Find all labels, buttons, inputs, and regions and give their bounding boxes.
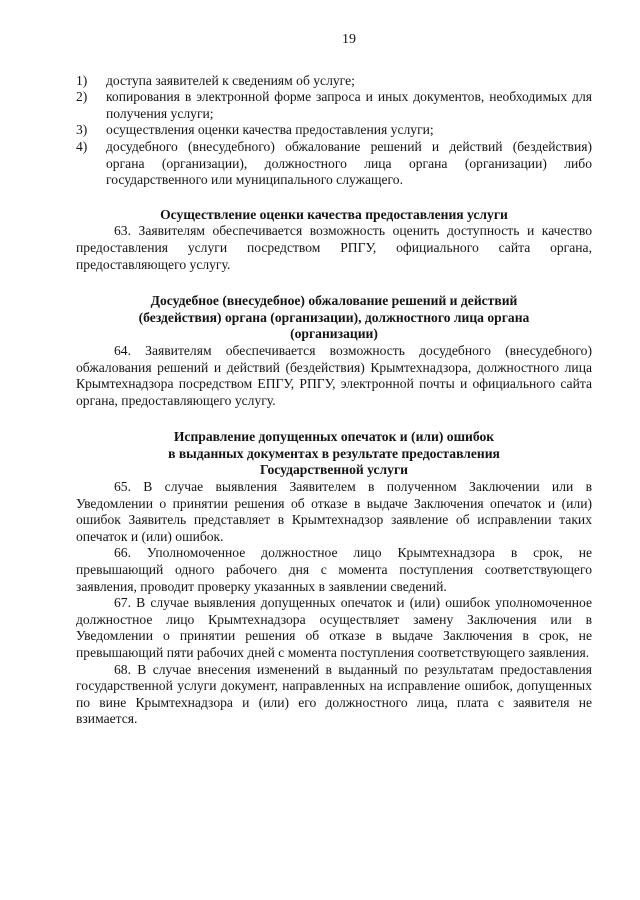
heading-line: Государственной услуги — [260, 462, 408, 478]
section-heading — [76, 207, 592, 224]
heading-line: Осуществление оценки качества предоставления услуги — [160, 206, 508, 222]
heading-line: (бездействия) органа (организации), должностного лица органа — [138, 309, 530, 325]
list-item — [76, 122, 592, 139]
list-item-text: копирования в электронной форме запроса и иных документов, необходимых для получения услуги; — [106, 89, 592, 121]
paragraph: 66. Уполномоченное должностное лицо Крымтехнадзора в срок, не превышающий одного рабочего дня с момента поступления соответствующего заявления, проводит проверку указанных в заявлении сведений. — [76, 545, 592, 594]
list-item — [76, 89, 592, 122]
section-pretrial-appeal — [76, 293, 592, 409]
heading-line: Исправление допущенных опечаток и (или) ошибок — [173, 429, 495, 445]
list-item — [76, 139, 592, 189]
access-list — [76, 73, 592, 189]
list-item-number: 2) — [76, 89, 88, 105]
list-item-number: 1) — [76, 72, 88, 88]
list-item-number: 4) — [76, 138, 88, 154]
paragraph: 63. Заявителям обеспечивается возможность оценить доступность и качество предоставления услуги посредством РПГУ, официального сайта органа, предоставляющего услугу. — [76, 223, 592, 272]
heading-line: в выданных документах в результате предоставления — [168, 445, 500, 461]
section-quality-assessment — [76, 207, 592, 273]
heading-line: (организации) — [290, 326, 378, 342]
section-error-correction — [76, 429, 592, 728]
list-item-text: осуществления оценки качества предоставления услуги; — [106, 122, 434, 138]
list-item — [76, 73, 592, 90]
paragraph: 65. В случае выявления Заявителем в полученном Заключении или в Уведомлении о принятии решения об отказе в выдаче Заключения опечаток и (или) ошибок Заявитель представляет в Крымтехнадзор заявление об исправлении таких опечаток и (или) ошибок. — [76, 479, 592, 544]
list-item-number: 3) — [76, 122, 88, 138]
paragraph: 68. В случае внесения изменений в выданный по результатам предоставления государственной услуги документ, направленных на исправление ошибок, допущенных по вине Крымтехнадзора и (или) его должностного лица, плата с заявителя не взимается. — [76, 661, 592, 727]
list-item-text: досудебного (внесудебного) обжалование решений и действий (бездействия) органа (организации), должностного лица органа (организации) либо государственного или муниципального служащего. — [106, 138, 592, 188]
paragraph: 64. Заявителям обеспечивается возможность досудебного (внесудебного) обжалования решений и действий (бездействия) Крымтехнадзора, должностного лица Крымтехнадзора посредством ЕПГУ, РПГУ, электронной почты и официального сайта органа, предоставляющего услугу. — [76, 342, 592, 408]
paragraph: 67. В случае выявления допущенных опечаток и (или) ошибок уполномоченное должностное лицо Крымтехнадзора осуществляет замену Заключения или в Уведомлении о принятии решения об отказе в выдаче Заключения в срок, не превышающий пяти рабочих дней с момента поступления соответствующего заявления. — [76, 595, 592, 660]
page-number: 19 — [342, 32, 356, 47]
list-item-text: доступа заявителей к сведениям об услуге; — [106, 72, 355, 88]
section-heading — [76, 429, 592, 479]
section-heading — [76, 293, 592, 343]
heading-line: Досудебное (внесудебное) обжалование решений и действий — [150, 293, 518, 309]
